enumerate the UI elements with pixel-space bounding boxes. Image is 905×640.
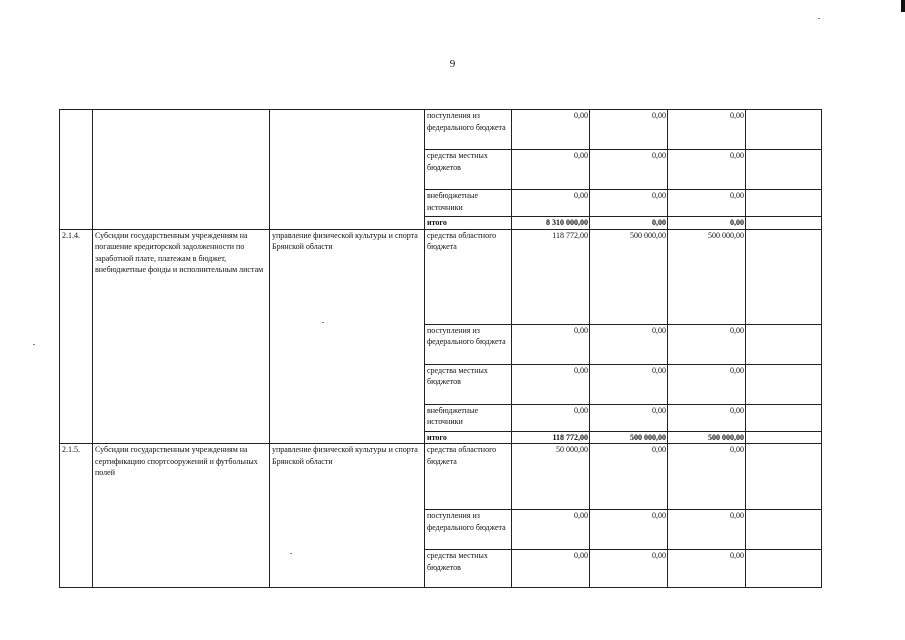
scan-edge-mark [901,0,905,12]
empty-cell [746,404,822,431]
table-row [60,110,822,150]
empty-cell [746,364,822,404]
empty-cell [746,324,822,364]
value-year-1: 0,00 [512,510,590,550]
executor: управление физической культуры и спорта Брянской области [270,229,425,444]
value-year-1: 0,00 [512,150,590,190]
item-number-cell [60,110,93,230]
value-year-2: 0,00 [590,324,668,364]
value-year-3: 0,00 [668,404,746,431]
value-year-1: 50 000,00 [512,444,590,510]
value-year-1: 118 772,00 [512,229,590,324]
funding-source: поступления из федерального бюджета [425,324,512,364]
value-year-3: 0,00 [668,550,746,588]
value-year-3: 0,00 [668,110,746,150]
funding-source: поступления из федерального бюджета [425,510,512,550]
empty-cell [746,190,822,217]
scan-speck [33,344,35,345]
executor: управление физической культуры и спорта Брянской области [270,444,425,588]
empty-cell [746,150,822,190]
value-year-1: 0,00 [512,324,590,364]
empty-cell [746,229,822,324]
value-year-2: 500 000,00 [590,229,668,324]
item-name: Субсидии государственным учреждениям на погашение кредиторской задолженности по заработной плате, платежам в бюджет, внебюджетные фонды и исполнительным листам [93,229,270,444]
total-year-1: 8 310 000,00 [512,217,590,230]
empty-cell [746,550,822,588]
scan-speck [818,18,820,19]
funding-source: средства областного бюджета [425,444,512,510]
value-year-2: 0,00 [590,110,668,150]
value-year-2: 0,00 [590,404,668,431]
table-row [60,229,822,324]
total-year-3: 500 000,00 [668,431,746,444]
item-number: 2.1.4. [60,229,93,444]
value-year-3: 0,00 [668,190,746,217]
value-year-2: 0,00 [590,364,668,404]
value-year-3: 0,00 [668,444,746,510]
funding-source: средства местных бюджетов [425,150,512,190]
value-year-3: 0,00 [668,324,746,364]
total-year-2: 0,00 [590,217,668,230]
item-number: 2.1.5. [60,444,93,588]
page-number: 9 [449,58,456,70]
value-year-3: 500 000,00 [668,229,746,324]
empty-cell [746,444,822,510]
value-year-1: 0,00 [512,550,590,588]
item-name-cell [93,110,270,230]
executor-cell [270,110,425,230]
total-year-1: 118 772,00 [512,431,590,444]
value-year-2: 0,00 [590,444,668,510]
funding-source: средства местных бюджетов [425,550,512,588]
value-year-1: 0,00 [512,404,590,431]
total-label: итого [425,431,512,444]
funding-source: средства местных бюджетов [425,364,512,404]
funding-source: внебюджетные источники [425,404,512,431]
item-name: Субсидии государственным учреждениям на сертификацию спортсооружений и футбольных полей [93,444,270,588]
total-label: итого [425,217,512,230]
budget-table [59,109,822,588]
value-year-3: 0,00 [668,364,746,404]
value-year-1: 0,00 [512,364,590,404]
empty-cell [746,217,822,230]
empty-cell [746,110,822,150]
funding-source: поступления из федерального бюджета [425,110,512,150]
value-year-2: 0,00 [590,150,668,190]
value-year-2: 0,00 [590,190,668,217]
table-row [60,444,822,510]
value-year-3: 0,00 [668,510,746,550]
value-year-1: 0,00 [512,110,590,150]
total-year-3: 0,00 [668,217,746,230]
empty-cell [746,510,822,550]
empty-cell [746,431,822,444]
funding-source: внебюджетные источники [425,190,512,217]
value-year-2: 0,00 [590,550,668,588]
value-year-2: 0,00 [590,510,668,550]
value-year-3: 0,00 [668,150,746,190]
total-year-2: 500 000,00 [590,431,668,444]
funding-source: средства областного бюджета [425,229,512,324]
value-year-1: 0,00 [512,190,590,217]
